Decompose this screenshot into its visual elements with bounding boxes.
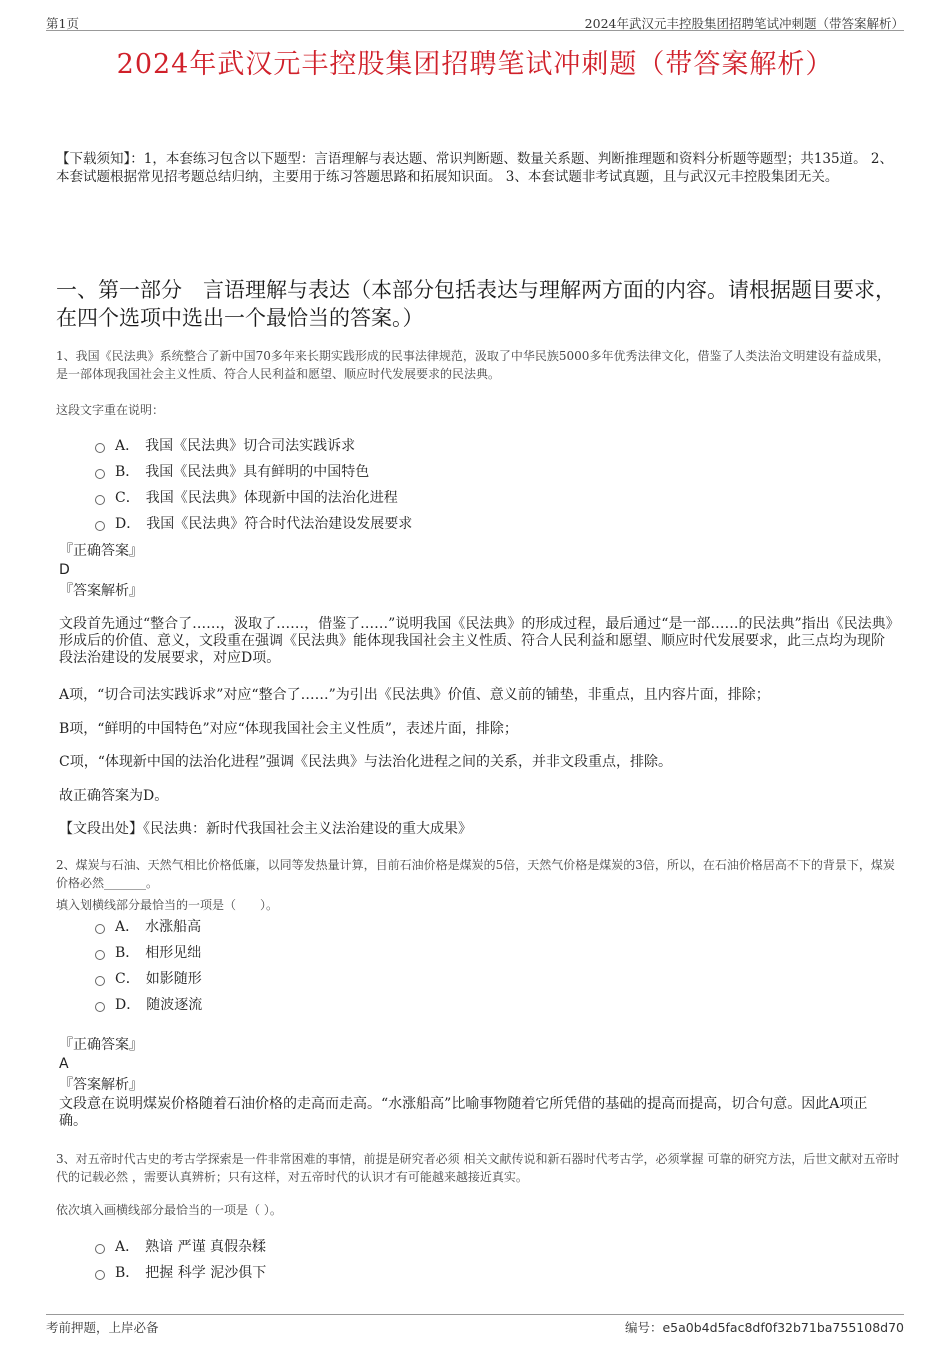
footer-code-value: e5a0b4d5fac8df0f32b71ba755108d70 [662,1320,904,1335]
document-title: 2024年武汉元丰控股集团招聘笔试冲刺题（带答案解析） [116,49,834,80]
analysis-paragraph: A项，“切合司法实践诉求”对应“整合了……”为引出《民法典》价值、意义前的铺垫，非重点，且内容片面，排除； [59,687,770,703]
radio-icon[interactable] [95,1002,105,1012]
option-d[interactable]: D． 随波逐流 [95,991,202,1017]
question-2-options [95,913,202,1017]
analysis-heading: 『答案解析』 [59,1077,143,1093]
question-1-stem: 1、我国《民法典》系统整合了新中国70多年来长期实践形成的民事法律规范，汲取了中华民族5000多年优秀法律文化，借鉴了人类法治文明建设有益成果，是一部体现我国社会主义性质、符合人民利益和愿望、顺应时代发展要求的民法典。 [56,349,890,381]
correct-answer: A [59,1056,69,1072]
radio-icon[interactable] [95,1270,105,1280]
correct-answer: D [59,562,70,578]
option-b[interactable]: B． 我国《民法典》具有鲜明的中国特色 [95,458,412,484]
option-a[interactable]: A． 熟谙 严谨 真假杂糅 [95,1233,266,1259]
section-title: 一、第一部分 言语理解与表达（本部分包括表达与理解两方面的内容。请根据题目要求，在四个选项中选出一个最恰当的答案。） [56,278,896,330]
download-notice: 【下载须知】：1，本套练习包含以下题型：言语理解与表达题、常识判断题、数量关系题、判断推理题和资料分析题等题型；共135道。 2、本套试题根据常见招考题总结归纳，主要用于练习答题思路和拓展知识面。 3、本套试题非考试真题，且与武汉元丰控股集团无关。 [56,151,893,185]
analysis-paragraph: 文段首先通过“整合了……，汲取了……，借鉴了……”说明我国《民法典》的形成过程，最后通过“是一部……的民法典”指出《民法典》形成后的价值、意义，文段重在强调《民法典》能体现我国社会主义性质、符合人民利益和愿望、顺应时代发展要求，此三点均为现阶段法治建设的发展要求，对应D项。 [59,616,893,666]
footer-slogan: 考前押题，上岸必备 [46,1320,159,1335]
page-header [46,10,904,31]
question-2-stem: 2、煤炭与石油、天然气相比价格低廉，以同等发热量计算，目前石油价格是煤炭的5倍，天然气价格是煤炭的3倍，所以，在石油价格居高不下的背景下，煤炭价格必然_______。 [56,858,895,890]
radio-icon[interactable] [95,469,105,479]
page-number: 第1页 [46,16,79,31]
option-b[interactable]: B． 相形见绌 [95,939,202,965]
question-3-options [95,1233,266,1285]
question-2-prompt: 填入划横线部分最恰当的一项是（ ）。 [56,898,279,912]
radio-icon[interactable] [95,976,105,986]
question-3-prompt: 依次填入画横线部分最恰当的一项是（ ）。 [56,1203,282,1217]
question-1-prompt: 这段文字重在说明： [56,403,165,417]
analysis-paragraph: C项，“体现新中国的法治化进程”强调《民法典》与法治化进程之间的关系，并非文段重点，排除。 [59,754,673,770]
source-citation: 【文段出处】《民法典：新时代我国社会主义法治建设的重大成果》 [59,821,472,837]
analysis-paragraph: B项，“鲜明的中国特色”对应“体现我国社会主义性质”，表述片面，排除； [59,721,518,737]
page-footer [46,1314,904,1335]
question-1-options [95,432,412,536]
radio-icon[interactable] [95,924,105,934]
footer-code-label: 编号： [624,1320,663,1335]
radio-icon[interactable] [95,443,105,453]
header-doc-title: 2024年武汉元丰控股集团招聘笔试冲刺题（带答案解析） [584,16,904,31]
footer-code [625,1318,904,1336]
analysis-conclusion: 故正确答案为D。 [59,788,169,804]
option-a[interactable]: A． 我国《民法典》切合司法实践诉求 [95,432,412,458]
option-d[interactable]: D． 我国《民法典》符合时代法治建设发展要求 [95,510,412,536]
radio-icon[interactable] [95,495,105,505]
question-3-stem: 3、对五帝时代古史的考古学探索是一件非常困难的事情，前提是研究者必须 相关文献传说和新石器时代考古学，必须掌握 可靠的研究方法，后世文献对五帝时代的记载必然 ，需要认真辨析；只有这样，对五帝时代的认识才有可能越来越接近真实。 [56,1152,900,1184]
analysis-heading: 『答案解析』 [59,583,143,599]
answer-heading: 『正确答案』 [59,543,143,559]
option-c[interactable]: C． 如影随形 [95,965,202,991]
option-b[interactable]: B． 把握 科学 泥沙俱下 [95,1259,266,1285]
option-c[interactable]: C． 我国《民法典》体现新中国的法治化进程 [95,484,412,510]
radio-icon[interactable] [95,950,105,960]
analysis-paragraph: 文段意在说明煤炭价格随着石油价格的走高而走高。“水涨船高”比喻事物随着它所凭借的基础的提高而提高，切合句意。因此A项正确。 [59,1096,868,1129]
radio-icon[interactable] [95,1244,105,1254]
answer-heading: 『正确答案』 [59,1037,143,1053]
option-a[interactable]: A． 水涨船高 [95,913,202,939]
radio-icon[interactable] [95,521,105,531]
